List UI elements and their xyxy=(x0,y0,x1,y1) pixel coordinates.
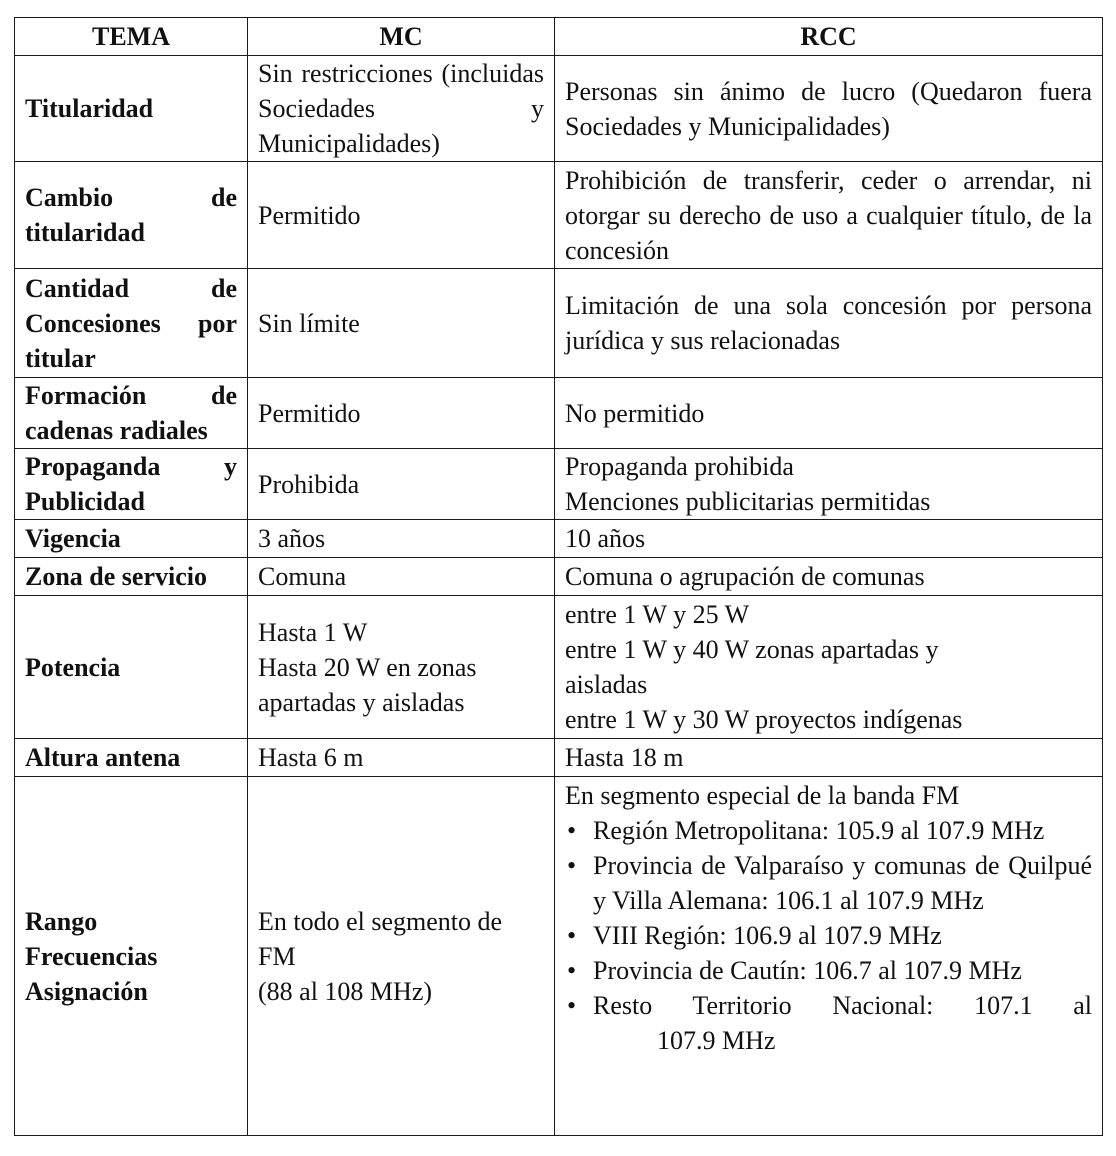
header-tema: TEMA xyxy=(15,18,248,56)
tema-cell: Rango Frecuencias Asignación xyxy=(15,777,248,1136)
rcc-line: entre 1 W y 40 W zonas apartadas y aisladas xyxy=(565,635,939,699)
rcc-line: Propaganda prohibida xyxy=(565,452,794,481)
mc-cell: Sin límite xyxy=(248,269,555,378)
rcc-cell: 10 años xyxy=(555,520,1103,558)
mc-cell: Comuna xyxy=(248,558,555,596)
tema-cell: Zona de servicio xyxy=(15,558,248,596)
list-item: • Provincia de Cautín: 106.7 al 107.9 MHz xyxy=(593,953,1092,988)
list-item-text: • Resto Territorio Nacional: 107.1 al xyxy=(593,991,1092,1020)
table-row xyxy=(15,56,1103,162)
rcc-cell xyxy=(555,449,1103,520)
header-mc: MC xyxy=(248,18,555,56)
rcc-line: entre 1 W y 30 W proyectos indígenas xyxy=(565,705,963,734)
rcc-cell: Personas sin ánimo de lucro (Quedaron fuera Sociedades y Municipalidades) xyxy=(555,56,1103,162)
rcc-cell xyxy=(555,596,1103,739)
rcc-intro: En segmento especial de la banda FM xyxy=(565,781,960,810)
list-item: • Provincia de Valparaíso y comunas de Quilpué y Villa Alemana: 106.1 al 107.9 MHz xyxy=(593,848,1092,918)
list-item xyxy=(593,988,1092,1058)
mc-cell: Hasta 6 m xyxy=(248,739,555,777)
mc-cell: Prohibida xyxy=(248,449,555,520)
mc-line: Hasta 20 W en zonas apartadas y aisladas xyxy=(258,652,477,717)
mc-cell: 3 años xyxy=(248,520,555,558)
mc-cell: Permitido xyxy=(248,162,555,269)
frequency-list xyxy=(565,813,1092,1058)
tema-cell: Cantidad de Concesiones por titular xyxy=(15,269,248,378)
rcc-line: Menciones publicitarias permitidas xyxy=(565,487,931,516)
mc-cell: Permitido xyxy=(248,378,555,449)
tema-cell: Cambio de titularidad xyxy=(15,162,248,269)
tema-cell: Vigencia xyxy=(15,520,248,558)
rcc-cell: Limitación de una sola concesión por persona jurídica y sus relacionadas xyxy=(555,269,1103,378)
list-item: • Región Metropolitana: 105.9 al 107.9 MHz xyxy=(593,813,1092,848)
rcc-cell xyxy=(555,777,1103,1136)
table-row xyxy=(15,777,1103,1136)
mc-line: Hasta 1 W xyxy=(258,617,368,647)
mc-cell: Sin restricciones (incluidas Sociedades y Municipalidades) xyxy=(248,56,555,162)
rcc-cell: No permitido xyxy=(555,378,1103,449)
mc-cell xyxy=(248,777,555,1136)
list-item-text: 107.9 MHz xyxy=(657,1026,776,1055)
rcc-cell: Comuna o agrupación de comunas xyxy=(555,558,1103,596)
table-row xyxy=(15,449,1103,520)
tema-cell: Altura antena xyxy=(15,739,248,777)
table-row xyxy=(15,269,1103,378)
tema-cell: Titularidad xyxy=(15,56,248,162)
tema-cell: Potencia xyxy=(15,596,248,739)
mc-line: (88 al 108 MHz) xyxy=(258,976,433,1006)
mc-cell xyxy=(248,596,555,739)
header-row xyxy=(15,18,1103,56)
list-item: • VIII Región: 106.9 al 107.9 MHz xyxy=(593,918,1092,953)
table-row xyxy=(15,558,1103,596)
rcc-line: entre 1 W y 25 W xyxy=(565,600,750,629)
table-row xyxy=(15,162,1103,269)
comparison-table xyxy=(14,17,1103,1136)
rcc-cell: Prohibición de transferir, ceder o arrendar, ni otorgar su derecho de uso a cualquier título, de la concesión xyxy=(555,162,1103,269)
table-row xyxy=(15,520,1103,558)
tema-cell: Formación de cadenas radiales xyxy=(15,378,248,449)
mc-line: En todo el segmento de FM xyxy=(258,906,503,971)
table-row xyxy=(15,596,1103,739)
table-row xyxy=(15,739,1103,777)
table-row xyxy=(15,378,1103,449)
tema-cell: Propaganda y Publicidad xyxy=(15,449,248,520)
rcc-cell: Hasta 18 m xyxy=(555,739,1103,777)
header-rcc: RCC xyxy=(555,18,1103,56)
